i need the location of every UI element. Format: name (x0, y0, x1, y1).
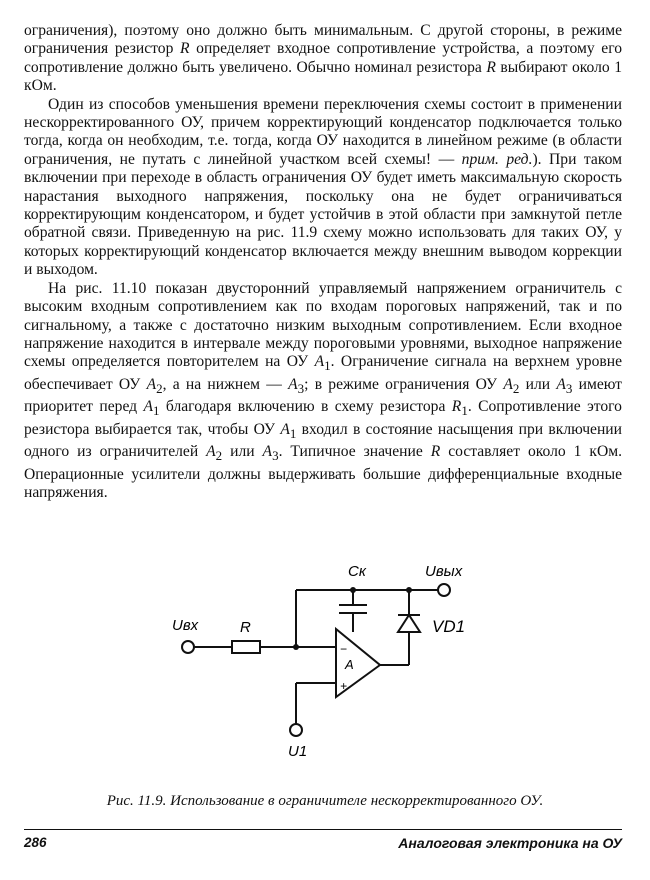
label-resistor: R (240, 619, 251, 636)
page-number: 286 (24, 835, 47, 850)
book-title: Аналоговая электроника на ОУ (398, 835, 622, 851)
paragraph-2: Один из способов уменьшения времени переключения схемы состоит в применении нескорректированного ОУ, причем корректирующий конденсатор подключается только тогда, когда он необходим, т.е. тогда, когда ОУ находится в линейном режиме (в области ограничения, не путать с линейной участком всей схемы! — прим. ред.). При таком включении при переходе в область ограничения ОУ будет иметь максимальную скорость нарастания выходного напряжения, поскольку она не будет ограничиваться корректирующим конденсатором, и будет устойчив в этой области при замкнутой петле обратной связи. Приведенную на рис. 11.9 схему можно использовать для таких ОУ, у которых корректирующий конденсатор включается между внешним выводом коррекции и выходом. (24, 95, 622, 279)
label-minus: − (340, 642, 348, 656)
paragraph-3: На рис. 11.10 показан двусторонний управляемый напряжением ограничитель с высоким входным сопротивлением как по входам пороговых напряжений, так и по сигнальному, а также с достаточно низким выходным сопротивлением. Если входное напряжение находится в интервале между пороговыми уровнями, выходное напряжение схемы определяется повторителем на ОУ $A_1$. Ограничение сигнала на верхнем уровне обеспечивает ОУ $A_2$, а на нижнем — $A_3$; в режиме ограничения ОУ $A_2$ или $A_3$ имеют приоритет перед $A_1$ благодаря включению в схему резистора $R_1$. Сопротивление этого резистора выбирается так, чтобы ОУ $A_1$ входил в состояние насыщения при включении одного из ограничителей $A_2$ или $A_3$. Типичное значение R составляет около 1 кОм. Операционные усилители должны выдерживать большие дифференциальные входные напряжения. (24, 279, 622, 502)
figure-caption: Рис. 11.9. Использование в ограничителе нескорректированного ОУ. (106, 793, 544, 809)
label-capacitor: Cк (348, 563, 366, 580)
input-terminal (182, 641, 194, 653)
page-body (24, 22, 622, 503)
footer-rule (24, 829, 622, 830)
output-terminal (438, 584, 450, 596)
threshold-terminal (290, 724, 302, 736)
label-diode: VD1 (432, 617, 466, 636)
resistor-r (232, 641, 260, 653)
label-output: Uвых (425, 563, 463, 580)
label-input: Uвх (172, 617, 199, 634)
label-opamp: A (345, 657, 354, 672)
diode-vd1 (398, 615, 420, 632)
paragraph-1: ограничения), поэтому оно должно быть минимальным. С другой стороны, в режиме ограничения резистор R определяет входное сопротивление устройства, а поэтому его сопротивление должно быть увеличено. Обычно номинал резистора R выбирают около 1 кОм. (24, 22, 623, 95)
circuit-diagram (0, 552, 650, 782)
label-plus: + (340, 679, 348, 693)
label-threshold: U1 (288, 743, 308, 760)
